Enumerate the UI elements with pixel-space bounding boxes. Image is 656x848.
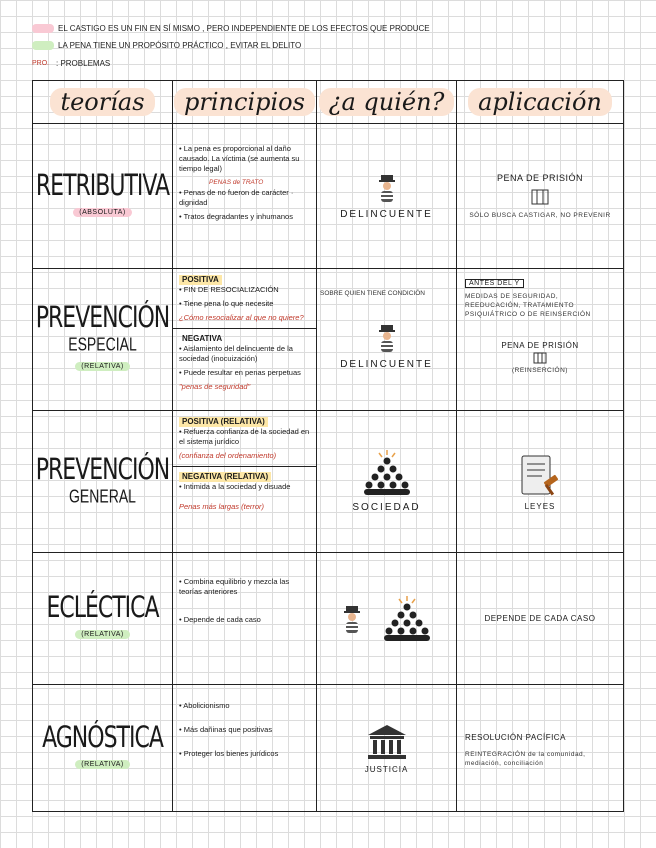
prison-bars-icon [531,189,549,205]
legend-pink-swatch [32,24,54,33]
courthouse-icon [366,723,408,761]
theory-retributiva [33,124,173,269]
theory-agnostica [33,685,173,811]
negative-title: NEGATIVA [182,334,223,343]
who-agnostica [317,685,457,811]
app-main: DEPENDE DE CADA CASO [484,614,596,623]
principle-item: • La pena es proporcional al daño causado. La víctima (se aumenta su tiempo legal) [179,144,300,173]
who-label: SOCIEDAD [352,502,421,513]
legend-text: EL CASTIGO ES UN FIN EN SÍ MISMO , PERO INDEPENDIENTE DE LOS EFECTOS QUE PRODUCE [58,24,430,33]
header-principios [173,81,317,124]
principle-item: • Tratos degradantes y inhumanos [179,212,293,221]
positive-title: POSITIVA [179,275,222,285]
principle-item: • Penas de no fueron de carácter · dignidad [179,188,294,207]
theory-name: PREVENCIÓN [35,452,170,487]
theory-ecletica [33,553,173,685]
person-icon [376,323,398,353]
legend-text: : PROBLEMAS [56,59,111,68]
principles-prevencion-general [173,411,317,553]
principles-retributiva [173,124,317,269]
principle-item: • Intimida a la sociedad y disuade [179,482,291,491]
prison-bars-icon [533,352,547,364]
who-ecletica [317,553,457,685]
app-box: ANTES DEL Y [465,279,524,288]
divider [173,466,316,467]
who-label: DELINCUENTE [340,208,433,220]
principle-item: • Combina equilibrio y mezcla las teorías anteriores [179,577,290,596]
negative-title: NEGATIVA (RELATIVA) [179,472,271,482]
principles-agnostica [173,685,317,811]
problem-note: Penas más largas (terror) [179,502,265,511]
person-icon [341,604,363,634]
person-icon [376,173,398,203]
app-sub: (REINSERCIÓN) [512,367,568,374]
theory-tag: (RELATIVA) [75,362,129,371]
principle-item: • Más dañinas que positivas [179,725,273,734]
principle-item: • FIN DE RESOCIALIZACIÓN [179,285,279,294]
theory-name: ECLÉCTICA [46,591,159,626]
principle-red-note: PENAS de TRATO [209,179,264,186]
app-ecletica [457,553,623,685]
divider [173,328,316,329]
app-note: REINTEGRACIÓN de la comunidad, mediación, conciliación [465,751,586,767]
app-note: MEDIDAS DE SEGURIDAD, REEDUCACIÓN, TRATAMIENTO PSIQUIÁTRICO O DE REINSERCIÓN [465,293,591,318]
header-label: principios [174,88,315,116]
legend-relative [32,41,301,50]
theory-subname: ESPECIAL [68,333,137,355]
theories-table [32,80,624,812]
app-prevencion-especial [457,269,623,411]
theory-tag: (RELATIVA) [75,630,129,639]
app-main: PENA DE PRISIÓN [501,341,579,350]
legend-absolute [32,24,430,33]
app-main: PENA DE PRISIÓN [496,172,584,183]
principle-item: • Abolicionismo [179,701,230,710]
app-main: RESOLUCIÓN PACÍFICA [465,733,566,742]
app-retributiva [457,124,623,269]
law-document-icon [518,452,562,498]
principle-item: • Depende de cada caso [179,615,261,624]
app-note: SÓLO BUSCA CASTIGAR, NO PREVENIR [469,211,611,219]
app-prevencion-general [457,411,623,553]
crowd-icon [361,450,413,496]
legend-abbr: PRO. [32,60,50,67]
header-aplicacion [457,81,623,124]
theory-name: PREVENCIÓN [35,301,170,336]
legend-problems [32,59,110,68]
header-label: teorías [50,88,154,116]
principle-item: • Puede resultar en penas perpetuas [179,368,301,377]
principle-item: • Proteger los bienes jurídicos [179,749,279,758]
principle-item: • Refuerza confianza de la sociedad en el sistema jurídico [179,427,310,446]
who-label: JUSTICIA [364,764,409,774]
who-prevencion-general [317,411,457,553]
who-retributiva [317,124,457,269]
principles-ecletica [173,553,317,685]
app-agnostica [457,685,623,811]
theory-tag: (RELATIVA) [75,760,129,769]
legend-green-swatch [32,41,54,50]
problem-note: (confianza del ordenamiento) [179,451,277,460]
header-label: ¿a quién? [319,88,455,116]
positive-title: POSITIVA (RELATIVA) [179,417,268,427]
app-main: LEYES [524,502,556,511]
theory-prevencion-general [33,411,173,553]
who-label: DELINCUENTE [340,359,433,370]
principle-item: • Tiene pena lo que necesite [179,299,274,308]
who-prevencion-especial [317,269,457,411]
theory-prevencion-especial [33,269,173,411]
theory-tag: (ABSOLUTA) [73,208,132,217]
legend-text: LA PENA TIENE UN PROPÓSITO PRÁCTICO , EVITAR EL DELITO [58,41,302,50]
principles-prevencion-especial [173,269,317,411]
theory-name: AGNÓSTICA [42,720,163,755]
header-teorias [33,81,173,124]
header-a-quien [317,81,457,124]
principle-item: • Aislamiento del delincuente de la sociedad (inocuización) [179,344,293,363]
crowd-icon [381,596,433,642]
problem-note: "penas de seguridad" [179,382,251,391]
theory-name: RETRIBUTIVA [35,168,170,203]
brace-note: SOBRE QUIEN TIENE CONDICIÓN [320,290,425,297]
header-label: aplicación [468,88,612,116]
theory-subname: GENERAL [69,485,136,506]
problem-note: ¿Cómo resocializar al que no quiere? [179,313,304,322]
